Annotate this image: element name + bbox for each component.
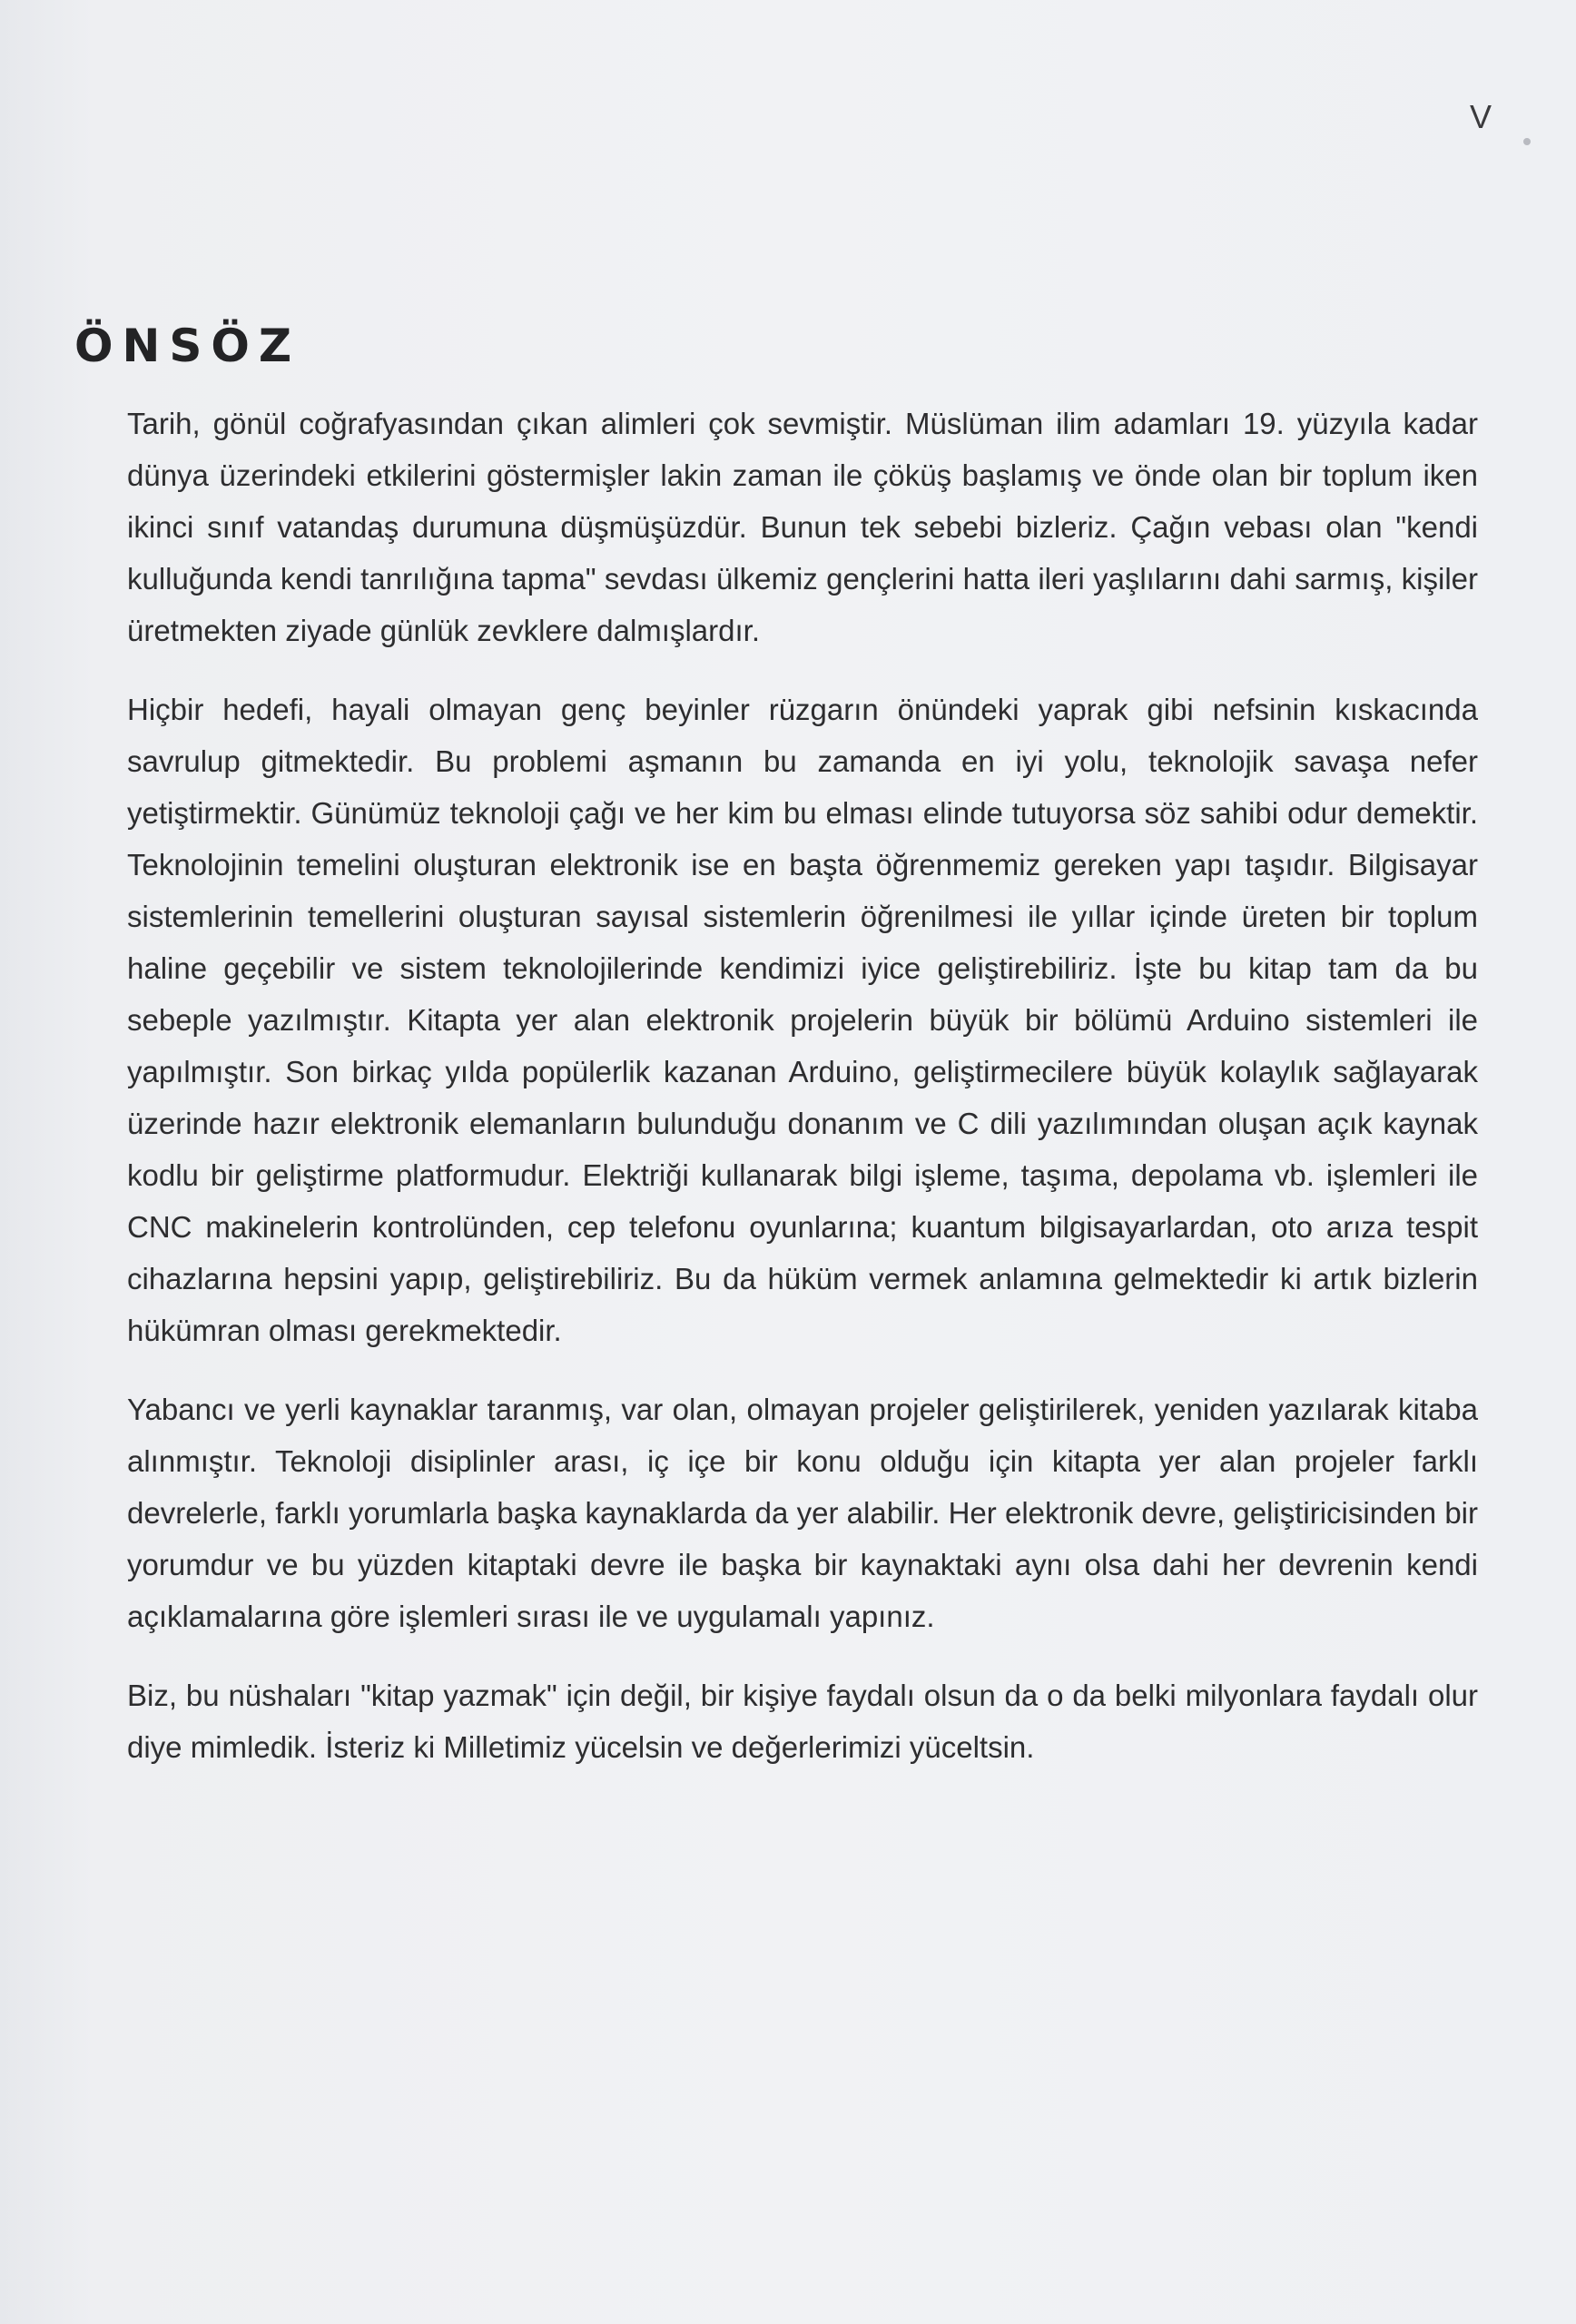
paragraph: Hiçbir hedefi, hayali olmayan genç beyinler rüzgarın önündeki yaprak gibi nefsinin kıskacında savrulup gitmektedir. Bu problemi aşmanın bu zamanda en iyi yolu, teknolojik savaşa nefer yetiştirmektir. Günümüz teknoloji çağı ve her kim bu elması elinde tutuyorsa söz sahibi odur demektir. Teknolojinin temelini oluşturan elektronik ise en başta öğrenmemiz gereken yapı taşıdır. Bilgisayar sistemlerinin temellerini oluşturan sayısal sistemlerin öğrenilmesi ile yıllar içinde üreten bir toplum haline geçebilir ve sistem teknolojilerinde kendimizi iyice geliştirebiliriz. İşte bu kitap tam da bu sebeple yazılmıştır. Kitapta yer alan elektronik projelerin büyük bir bölümü Arduino sistemleri ile yapılmıştır. Son birkaç yılda popülerlik kazanan Arduino, geliştirmecilere büyük kolaylık sağlayarak üzerinde hazır elektronik elemanların bulunduğu donanım ve C dili yazılımından oluşan açık kaynak kodlu bir geliştirme platformudur. Elektriği kullanarak bilgi işleme, taşıma, depolama vb. işlemleri ile CNC makinelerin kontrolünden, cep telefonu oyunlarına; kuantum bilgisayarlardan, oto arıza tespit cihazlarına hepsini yapıp, geliştirebiliriz. Bu da hüküm vermek anlamına gelmektedir ki artık bizlerin hükümran olması gerekmektedir. (127, 693, 1478, 1347)
body-text (127, 398, 1478, 1773)
paragraph: Biz, bu nüshaları "kitap yazmak" için değil, bir kişiye faydalı olsun da o da belki milyonlara faydalı olur diye mimledik. İsteriz ki Milletimiz yücelsin ve değerlerimizi yüceltsin. (127, 1679, 1478, 1764)
section-heading: ÖNSÖZ (74, 320, 301, 372)
page-mark (1523, 138, 1531, 145)
page-number: V (1469, 98, 1492, 135)
paragraph: Yabancı ve yerli kaynaklar taranmış, var olan, olmayan projeler geliştirilerek, yeniden yazılarak kitaba alınmıştır. Teknoloji disiplinler arası, iç içe bir konu olduğu için kitapta yer alan projeler farklı devrelerle, farklı yorumlarla başka kaynaklarda da yer alabilir. Her elektronik devre, geliştiricisinden bir yorumdur ve bu yüzden kitaptaki devre ile başka bir kaynaktaki aynı olsa dahi her devrenin kendi açıklamalarına göre işlemleri sırası ile ve uygulamalı yapınız. (127, 1393, 1478, 1633)
paragraph: Tarih, gönül coğrafyasından çıkan alimleri çok sevmiştir. Müslüman ilim adamları 19. yüzyıla kadar dünya üzerindeki etkilerini göstermişler lakin zaman ile çöküş başlamış ve önde olan bir toplum iken ikinci sınıf vatandaş durumuna düşmüşüzdür. Bunun tek sebebi bizleriz. Çağın vebası olan "kendi kulluğunda kendi tanrılığına tapma" sevdası ülkemiz gençlerini hatta ileri yaşlılarını dahi sarmış, kişiler üretmekten ziyade günlük zevklere dalmışlardır. (127, 407, 1478, 647)
